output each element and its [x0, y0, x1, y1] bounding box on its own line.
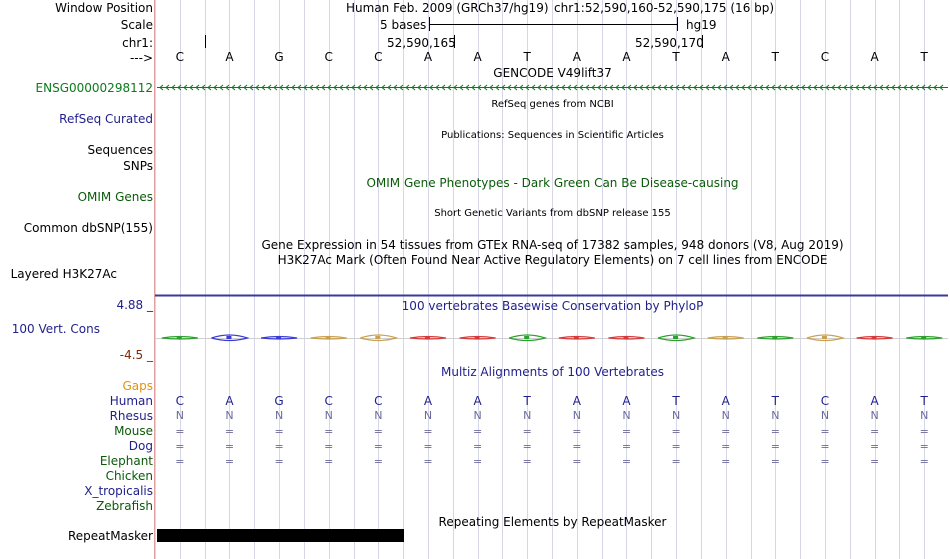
dog-base: =	[274, 440, 284, 453]
elephant-base: =	[472, 455, 483, 468]
elephant-base: =	[621, 455, 632, 468]
mouse-base: =	[770, 425, 780, 438]
top-base: A	[622, 50, 631, 64]
position-170: 52,590,170	[635, 36, 704, 50]
conservation-score-block	[226, 336, 231, 339]
mouse-base: =	[522, 425, 532, 438]
scale-db: hg19	[686, 18, 717, 32]
top-base: A	[225, 50, 234, 64]
species-x-tropicalis[interactable]: X_tropicalis	[84, 484, 153, 498]
elephant-base: =	[373, 455, 383, 468]
conservation-min-label: -4.5 _	[119, 348, 153, 362]
repeatmasker-element[interactable]	[157, 529, 404, 542]
mouse-base: =	[324, 425, 334, 438]
top-base: A	[473, 50, 482, 64]
human-base: A	[225, 394, 234, 408]
rhesus-base: N	[473, 409, 482, 422]
conservation-score-block	[276, 336, 281, 339]
conservation-score-block	[425, 336, 430, 339]
top-base: C	[820, 50, 830, 64]
mouse-base: =	[721, 425, 731, 438]
species-chicken[interactable]: Chicken	[105, 469, 153, 483]
human-base: A	[622, 394, 631, 408]
mouse-base: =	[572, 425, 582, 438]
mouse-base: =	[869, 425, 880, 438]
mouse-base: =	[621, 425, 632, 438]
rhesus-base: N	[820, 409, 830, 422]
elephant-base: =	[423, 455, 433, 468]
conservation-score-block	[723, 336, 728, 339]
gencode-track-title[interactable]: GENCODE V49lift37	[493, 66, 612, 80]
human-base: A	[423, 394, 433, 408]
dog-base: =	[522, 440, 532, 453]
refseq-track-label[interactable]: RefSeq Curated	[59, 112, 153, 126]
window-position-label: Window Position	[55, 1, 153, 15]
base-grid-lines	[156, 0, 925, 559]
human-base: A	[721, 394, 730, 408]
mouse-base: =	[472, 425, 483, 438]
rhesus-base: N	[771, 409, 780, 422]
dbsnp-track-label[interactable]: Common dbSNP(155)	[23, 221, 153, 235]
position-text[interactable]: chr1:52,590,160-52,590,175 (16 bp)	[554, 1, 775, 15]
conservation-score-block	[822, 336, 827, 339]
h3k27ac-track-label[interactable]: Layered H3K27Ac	[10, 267, 117, 281]
human-base: T	[771, 394, 779, 408]
gaps-label: Gaps	[122, 379, 153, 393]
elephant-base: =	[671, 455, 681, 468]
omim-track-title[interactable]: OMIM Gene Phenotypes - Dark Green Can Be Disease-causing	[366, 176, 739, 190]
elephant-base: =	[919, 455, 929, 468]
species-human[interactable]: Human	[109, 394, 153, 408]
repeatmasker-track-title[interactable]: Repeating Elements by RepeatMasker	[438, 515, 667, 529]
elephant-base: =	[224, 455, 235, 468]
dog-base: =	[572, 440, 582, 453]
elephant-base: =	[770, 455, 780, 468]
elephant-base: =	[721, 455, 731, 468]
top-base: T	[920, 50, 928, 64]
dog-base: =	[472, 440, 483, 453]
dog-base: =	[671, 440, 681, 453]
rhesus-base: N	[572, 409, 581, 422]
conservation-score-block	[375, 336, 380, 339]
gtex-track-title[interactable]: Gene Expression in 54 tissues from GTEx RNA-seq of 17382 samples, 948 donors (V8, Aug 2019)	[261, 238, 844, 252]
scale-bases: 5 bases	[380, 18, 427, 32]
rhesus-base: N	[374, 409, 383, 422]
conservation-max-label: 4.88 _	[116, 298, 153, 312]
sequences-label[interactable]: Sequences	[87, 143, 153, 157]
rhesus-base: N	[324, 409, 333, 422]
human-base: C	[324, 394, 333, 408]
dog-base: =	[820, 440, 830, 453]
snps-label[interactable]: SNPs	[123, 159, 153, 173]
dog-base: =	[721, 440, 731, 453]
conservation-score-block	[772, 336, 777, 339]
dog-base: =	[224, 440, 235, 453]
elephant-base: =	[175, 455, 185, 468]
mouse-base: =	[820, 425, 830, 438]
species-mouse[interactable]: Mouse	[114, 424, 153, 438]
mouse-base: =	[373, 425, 383, 438]
dog-base: =	[175, 440, 185, 453]
dog-base: =	[324, 440, 334, 453]
publications-track-title[interactable]: Publications: Sequences in Scientific Articles	[441, 130, 664, 141]
gencode-gene-name[interactable]: ENSG00000298112	[35, 81, 153, 95]
dog-base: =	[373, 440, 383, 453]
conservation-score-block	[574, 336, 579, 339]
top-base: T	[771, 50, 779, 64]
rhesus-base: N	[721, 409, 730, 422]
mouse-base: =	[175, 425, 185, 438]
top-base: T	[672, 50, 680, 64]
mouse-base: =	[919, 425, 929, 438]
elephant-base: =	[324, 455, 334, 468]
species-dog[interactable]: Dog	[128, 439, 153, 453]
human-base: G	[274, 394, 284, 408]
human-base: A	[473, 394, 482, 408]
human-base: C	[374, 394, 383, 408]
human-base: C	[820, 394, 830, 408]
dbsnp-track-title[interactable]: Short Genetic Variants from dbSNP release 155	[434, 208, 671, 219]
top-base: T	[523, 50, 531, 64]
conservation-score-block	[623, 336, 628, 339]
rhesus-base: N	[622, 409, 631, 422]
elephant-base: =	[820, 455, 830, 468]
strand-label: --->	[129, 51, 153, 65]
rhesus-base: N	[870, 409, 879, 422]
conservation-score-block	[673, 336, 678, 339]
human-base: T	[920, 394, 928, 408]
species-zebrafish[interactable]: Zebrafish	[96, 499, 153, 513]
position-165: 52,590,165	[387, 36, 456, 50]
h3k27ac-track-title[interactable]: H3K27Ac Mark (Often Found Near Active Regulatory Elements) on 7 cell lines from ENCODE	[277, 253, 828, 267]
refseq-track-title[interactable]: RefSeq genes from NCBI	[491, 99, 614, 110]
elephant-base: =	[522, 455, 532, 468]
human-base: A	[870, 394, 879, 408]
species-rhesus[interactable]: Rhesus	[109, 409, 153, 423]
dog-base: =	[770, 440, 780, 453]
top-base: A	[572, 50, 581, 64]
top-base: A	[870, 50, 879, 64]
species-elephant[interactable]: Elephant	[99, 454, 153, 468]
rhesus-base: N	[423, 409, 433, 422]
dog-base: =	[423, 440, 433, 453]
rhesus-base: N	[920, 409, 929, 422]
conservation-score-block	[326, 336, 331, 339]
gencode-gene-body[interactable]	[157, 85, 948, 90]
human-base: T	[672, 394, 680, 408]
dog-base: =	[621, 440, 632, 453]
top-base: C	[374, 50, 383, 64]
dog-base: =	[919, 440, 929, 453]
scale-bar	[430, 17, 678, 31]
mouse-base: =	[671, 425, 681, 438]
mouse-base: =	[274, 425, 284, 438]
conservation-score-block	[872, 336, 877, 339]
conservation-score-block	[921, 336, 926, 339]
human-base: T	[523, 394, 531, 408]
mouse-base: =	[224, 425, 235, 438]
mouse-base: =	[423, 425, 433, 438]
conservation-score-block	[475, 336, 480, 339]
top-base: C	[175, 50, 184, 64]
conservation-track-title[interactable]: 100 vertebrates Basewise Conservation by PhyloP	[401, 299, 704, 313]
rhesus-base: N	[523, 409, 532, 422]
assembly-text: Human Feb. 2009 (GRCh37/hg19)	[346, 1, 549, 15]
top-base: A	[721, 50, 730, 64]
multiz-track-title[interactable]: Multiz Alignments of 100 Vertebrates	[440, 365, 665, 379]
human-base: C	[175, 394, 184, 408]
elephant-base: =	[572, 455, 582, 468]
human-base: A	[572, 394, 581, 408]
elephant-base: =	[869, 455, 880, 468]
omim-track-label[interactable]: OMIM Genes	[77, 190, 153, 204]
top-base: A	[423, 50, 433, 64]
rhesus-base: N	[671, 409, 681, 422]
rhesus-base: N	[274, 409, 284, 422]
top-base: C	[324, 50, 333, 64]
chrom-label: chr1:	[122, 36, 153, 50]
scale-label: Scale	[120, 18, 153, 32]
conservation-track-label[interactable]: 100 Vert. Cons	[11, 322, 100, 336]
conservation-score-block	[524, 336, 529, 339]
conservation-score-block	[177, 336, 182, 339]
repeatmasker-track-label[interactable]: RepeatMasker	[67, 529, 153, 543]
dog-base: =	[869, 440, 880, 453]
top-base: G	[274, 50, 284, 64]
rhesus-base: N	[175, 409, 184, 422]
elephant-base: =	[274, 455, 284, 468]
rhesus-base: N	[225, 409, 234, 422]
